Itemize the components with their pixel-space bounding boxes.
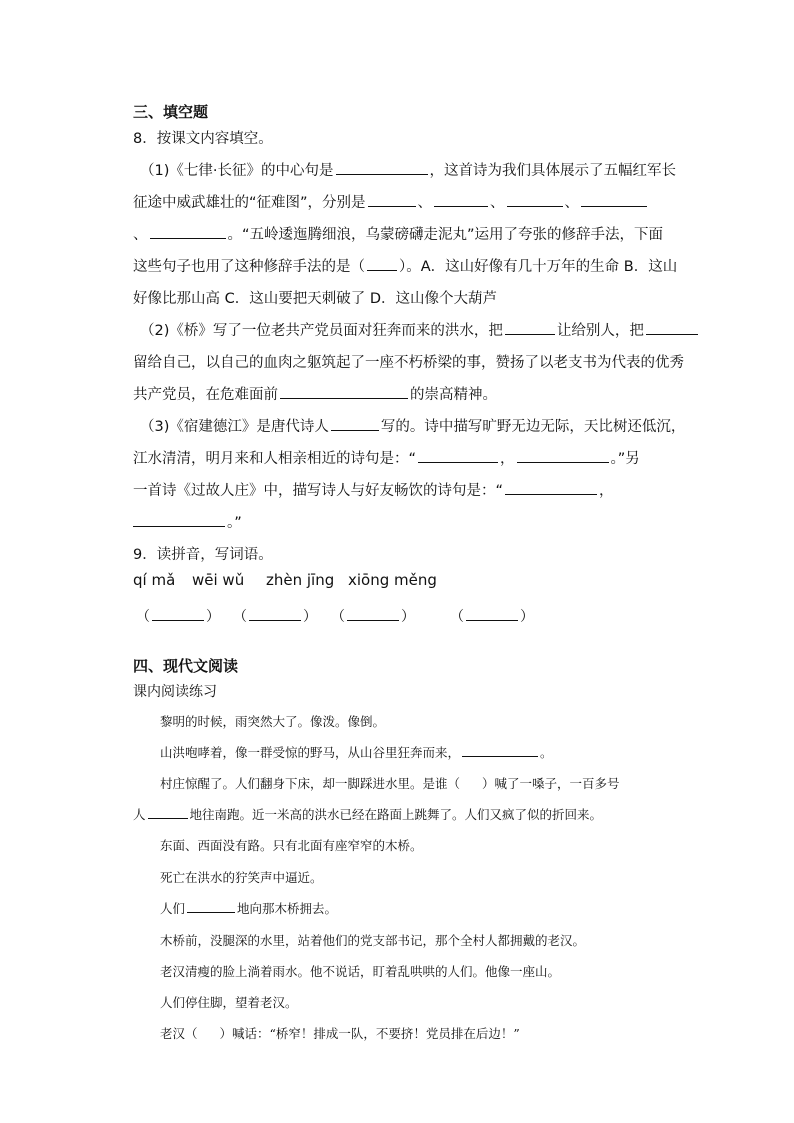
passage-p10: 老汉（ ）喊话：“桥窄！排成一队，不要挤！党员排在后边！” [160, 1026, 520, 1041]
answer-blank[interactable] [133, 525, 225, 527]
answer-box-3[interactable]: （ ） [331, 609, 415, 625]
q8-1-line-5: 好像比那山高 C．这山要把天刺破了 D．这山像个大葫芦 [133, 291, 498, 307]
answer-blank[interactable] [150, 237, 226, 239]
q8-3-line-2: 江水清清，明月来和人相亲相近的诗句是：“ ， 。”另 [133, 451, 640, 467]
pinyin-4: xiōng měng [348, 571, 437, 589]
section-title-reading: 四、现代文阅读 [133, 657, 239, 675]
answer-blank[interactable] [581, 205, 647, 207]
answer-box-1[interactable]: （ ） [136, 609, 220, 625]
answer-blank[interactable] [462, 755, 538, 757]
answer-box-4[interactable]: （ ） [450, 609, 534, 625]
q8-2-line-3: 共产党员，在危难面前 的崇高精神。 [133, 387, 497, 403]
q8-3-line-4: 。” [133, 507, 663, 539]
q8-1-line-2: 征途中威武雄壮的“征难图”，分别是 、 、 、 [133, 187, 663, 219]
q8-3-line-1: （3)《宿建德江》是唐代诗人 写的。诗中描写旷野无边无际，天比树还低沉， [140, 419, 686, 435]
passage-p1: 黎明的时候，雨突然大了。像泼。像倒。 [160, 714, 386, 729]
answer-blank[interactable] [517, 461, 609, 463]
section-title-fill-in: 三、填空题 [133, 103, 209, 121]
q8-3-line-3: 一首诗《过故人庄》中，描写诗人与好友畅饮的诗句是：“ ， [133, 483, 614, 499]
passage-p5: 死亡在洪水的狞笑声中逼近。 [160, 870, 323, 885]
passage-p6: 人们 地向那木桥拥去。 [160, 901, 338, 916]
answer-blank[interactable] [187, 911, 235, 913]
answer-blank[interactable] [505, 493, 597, 495]
passage-p3-line2: 人 地往南跑。近一米高的洪水已经在路面上跳舞了。人们又疯了似的折回来。 [133, 807, 603, 822]
answer-blank[interactable] [336, 173, 428, 175]
answer-blank[interactable] [418, 461, 498, 463]
answer-blank[interactable] [148, 817, 188, 819]
pinyin-1: qí mǎ [133, 571, 176, 589]
passage-p8: 老汉清瘦的脸上淌着雨水。他不说话，盯着乱哄哄的人们。他像一座山。 [160, 964, 561, 979]
question-8-title: 8．按课文内容填空。 [133, 131, 273, 147]
answer-blank[interactable] [368, 205, 416, 207]
reading-subtitle: 课内阅读练习 [133, 684, 217, 700]
answer-blank[interactable] [331, 429, 379, 431]
passage-p7: 木桥前，没腿深的水里，站着他们的党支部书记，那个全村人都拥戴的老汉。 [160, 933, 586, 948]
passage-p9: 人们停住脚，望着老汉。 [160, 995, 298, 1010]
answer-blank[interactable] [646, 333, 698, 335]
pinyin-3: zhèn jīng [266, 571, 335, 589]
q8-2-line-1: （2)《桥》写了一位老共产党员面对狂奔而来的洪水，把 让给别人，把 [140, 315, 670, 347]
q8-1-line-4: 这些句子也用了这种修辞手法的是（ ）。A．这山好像有几十万年的生命 B．这山 [133, 259, 678, 275]
answer-blank[interactable] [507, 205, 563, 207]
q8-2-line-2: 留给自己，以自己的血肉之躯筑起了一座不朽桥梁的事，赞扬了以老支书为代表的优秀 [133, 355, 684, 371]
q8-1-line-3: 、 。“五岭逶迤腾细浪，乌蒙磅礴走泥丸”运用了夸张的修辞手法，下面 [133, 227, 664, 243]
passage-p2: 山洪咆哮着，像一群受惊的野马，从山谷里狂奔而来， 。 [160, 745, 553, 760]
passage-p4: 东面、西面没有路。只有北面有座窄窄的木桥。 [160, 838, 423, 853]
passage-p3-line1: 村庄惊醒了。人们翻身下床，却一脚踩进水里。是谁（ ）喊了一嗓子，一百多号 [160, 776, 620, 791]
answer-blank[interactable] [505, 333, 555, 335]
answer-blank[interactable] [367, 269, 397, 271]
answer-blank[interactable] [280, 397, 408, 399]
q8-1-line-1: （1)《七律·长征》的中心句是 ，这首诗为我们具体展示了五幅红军长 [140, 163, 676, 179]
question-9-title: 9．读拼音，写词语。 [133, 547, 273, 563]
answer-box-2[interactable]: （ ） [233, 609, 317, 625]
pinyin-2: wēi wǔ [192, 571, 245, 589]
answer-blank[interactable] [434, 205, 488, 207]
